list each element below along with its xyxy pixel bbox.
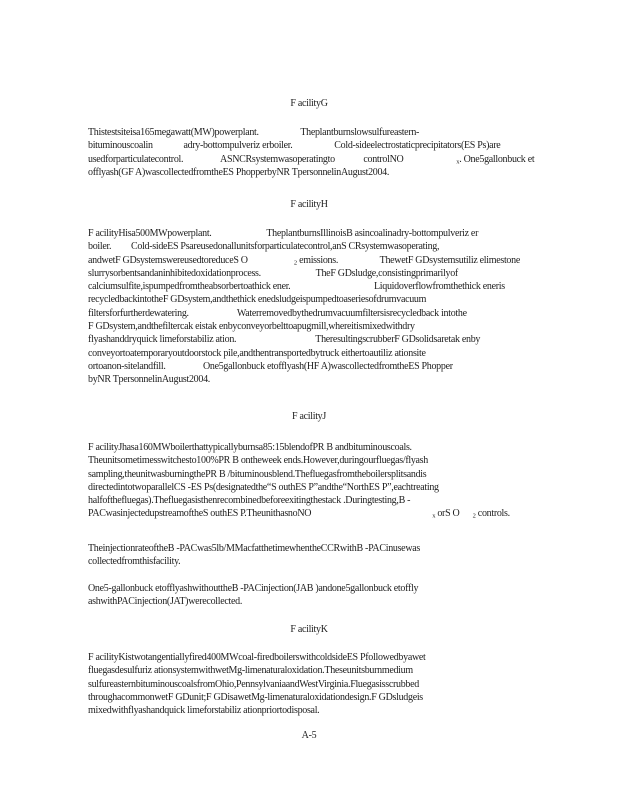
- text-line: calciumsulfite,ispumpedfromtheabsorbertoathick ener. Liquidoverflowfromthethick eneris: [88, 281, 505, 293]
- facility-h-paragraph: [88, 227, 568, 387]
- text-line: F acilityHisa500MWpowerplant. TheplantburnsIllinoisB asincoalinadry-bottompulveriz er: [88, 228, 479, 239]
- text-line: Theunitsometimesswitchesto100%PR B ontheweek ends.However,duringourfluegas/flyash: [88, 455, 428, 467]
- text-line: offlyash(GF A)wascollectedfromtheES PhopperbyNR TpersonnelinAugust2004.: [88, 166, 390, 178]
- subscript-text: x: [432, 512, 436, 520]
- text-line: bituminouscoalin adry-bottompulveriz erboiler. Cold-sideelectrostaticprecipitators(ES Ps)are: [88, 140, 501, 152]
- page-number-footer: A-5: [301, 730, 317, 741]
- text-line: conveyortoatemporaryoutdoorstock pile,andthentransportedbytruck eithertoautiliz ationsite: [88, 347, 426, 359]
- text-line: throughacommonwetF GDunit;F GDisawetMg-limenaturaloxidationdesign.F GDsludgeis: [88, 691, 423, 703]
- text-line: One5-gallonbuck etofflyashwithouttheB -PACinjection(JAB )andone5gallonbuck etoffly: [88, 583, 419, 594]
- subscript-text: 2: [293, 259, 297, 267]
- text-line: collectedfromthisfacility.: [88, 556, 181, 568]
- section-heading-facility-j: F acilityJ: [292, 411, 326, 422]
- text-line: Thistestsiteisa165megawatt(MW)powerplant. Theplantburnslowsulfureastern-: [88, 127, 420, 138]
- facility-j-paragraph-1: [88, 441, 568, 521]
- facility-j-paragraph-3: [88, 582, 568, 609]
- text-line: boiler. Cold-sideES Psareusedonallunitsforparticulatecontrol,anS CRsystemwasoperating,: [88, 241, 440, 253]
- section-heading-facility-g: F acilityG: [290, 98, 328, 109]
- text-line: byNR TpersonnelinAugust2004.: [88, 374, 210, 386]
- text-line: sulfureasternbituminouscoalsfromOhio,PennsylvaniaandWestVirginia.Fluegasisscrubbed: [88, 678, 419, 690]
- text-line: F acilityKistwotangentiallyfired400MWcoal-firedboilerswithcoldsideES Pfollowedbyawet: [88, 652, 426, 663]
- text-line: PACwasinjectedupstreamoftheS outhES P.TheunithasnoNO $_x$ orS O $_2$ controls.: [88, 508, 510, 520]
- text-line: ortoanon-sitelandfill. One5gallonbuck etofflyash(HF A)wascollectedfromtheES Phopper: [88, 360, 453, 372]
- text-line: flyashanddryquick limeforstabiliz ation. TheresultingscrubberF GDsolidsaretak enby: [88, 334, 481, 346]
- text-line: recycledbackintotheF GDsystem,andthethick enedsludgeispumpedtoaseriesofdrumvacuum: [88, 294, 427, 306]
- text-line: F acilityJhasa160MWboilerthattypicallyburnsa85:15blendofPR B andbituminouscoals.: [88, 442, 412, 453]
- section-heading-facility-h: F acilityH: [290, 199, 328, 210]
- text-line: filtersforfurtherdewatering. Waterremovedbythedrumvacuumfiltersisrecycledback intothe: [88, 307, 467, 319]
- text-line: F GDsystem,andthefiltercak eistak enbyconveyorbelttoapugmill,whereitismixedwithdry: [88, 321, 415, 333]
- text-line: andwetF GDsystemswereusedtoreduceS O $_2$ emissions. ThewetF GDsystemsutiliz elimestone: [88, 254, 520, 267]
- text-line: ashwithPACinjection(JAT)werecollected.: [88, 596, 243, 608]
- text-line: TheinjectionrateoftheB -PACwas5lb/MMacfatthetimewhentheCCRwithB -PACinusewas: [88, 543, 420, 554]
- facility-k-paragraph: [88, 651, 568, 717]
- text-line: fluegasdesulfuriz ationsystemwithwetMg-limenaturaloxidation.Theseunitsburnmedium: [88, 665, 413, 677]
- subscript-text: x: [456, 158, 460, 166]
- text-line: usedforparticulatecontrol. ASNCRsystemwasoperatingto controlNO $_x$. One5gallonbuck et: [88, 153, 535, 166]
- text-line: sampling,theunitwasburningthePR B /bituminousblend.Thefluegasfromtheboilersplitsandis: [88, 468, 427, 480]
- text-line: mixedwithflyashandquick limeforstabiliz ationpriortodisposal.: [88, 705, 320, 717]
- subscript-text: 2: [472, 512, 476, 520]
- text-line: slurrysorbentsandaninhibitedoxidationprocess. TheF GDsludge,consistingprimarilyof: [88, 267, 458, 279]
- facility-g-paragraph: [88, 126, 568, 179]
- section-heading-facility-k: F acilityK: [290, 624, 328, 635]
- text-line: halfofthefluegas).Thefluegasisthenrecombinedbeforeexitingthestack .Duringtesting,B -: [88, 495, 411, 507]
- facility-j-paragraph-2: [88, 542, 568, 569]
- text-line: directedintotwoparallelCS -ES Ps(designatedthe“S outhES P”andthe“NorthES P”,eachtreating: [88, 481, 439, 493]
